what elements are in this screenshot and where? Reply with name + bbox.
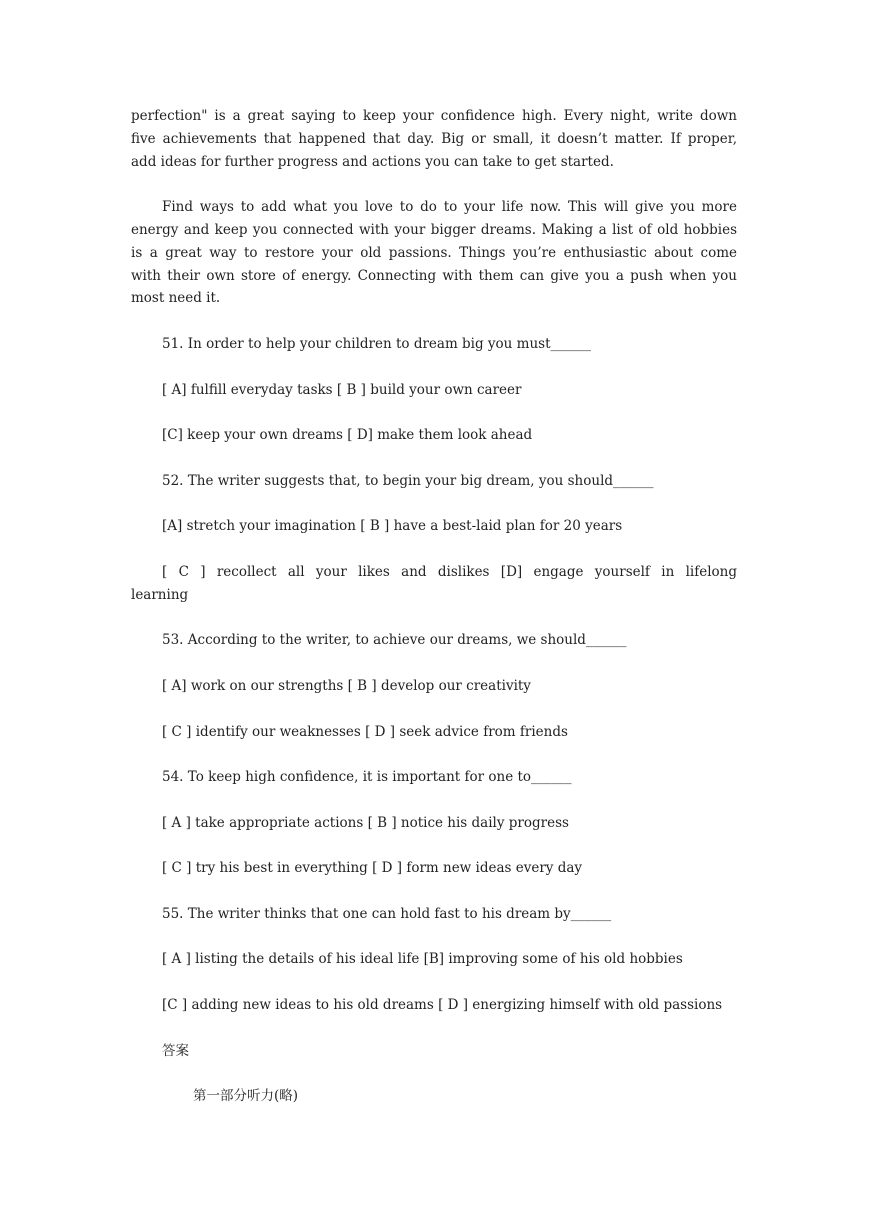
paragraph-line: Find ways to add what you love to do to your life now. This will give you more bbox=[162, 199, 737, 216]
document-page bbox=[131, 105, 737, 1108]
paragraph-line: five achievements that happened that day. Big or small, it doesn’t matter. If proper, bbox=[131, 130, 737, 147]
paragraph-line: is a great way to restore your old passions. Things you’re enthusiastic about come bbox=[131, 244, 737, 261]
paragraph-line: add ideas for further progress and actions you can take to get started. bbox=[131, 153, 614, 170]
question-51-options-cd: [C] keep your own dreams [ D] make them look ahead bbox=[162, 427, 533, 444]
option-line: [C ] adding new ideas to his old dreams [ D ] energizing himself with old passions bbox=[162, 997, 723, 1014]
answers-heading: 答案 bbox=[162, 1042, 189, 1059]
paragraph-confidence bbox=[131, 105, 737, 173]
question-55-options-cd bbox=[131, 994, 737, 1017]
question-52-options-ab: [A] stretch your imagination [ B ] have a best-laid plan for 20 years bbox=[162, 518, 623, 535]
question-51-options-ab: [ A] fulfill everyday tasks [ B ] build your own career bbox=[162, 381, 522, 398]
option-line: [ C ] recollect all your likes and dislikes [D] engage yourself in lifelong bbox=[162, 563, 737, 580]
paragraph-line: perfection" is a great saying to keep your confidence high. Every night, write down bbox=[131, 108, 737, 124]
question-55-options-ab bbox=[131, 948, 737, 971]
question-52-stem: 52. The writer suggests that, to begin your big dream, you should______ bbox=[162, 472, 654, 489]
question-51-stem: 51. In order to help your children to dream big you must______ bbox=[162, 335, 592, 352]
paragraph-line: most need it. bbox=[131, 290, 221, 307]
question-54-stem: 54. To keep high confidence, it is important for one to______ bbox=[162, 769, 572, 786]
question-54-options-ab: [ A ] take appropriate actions [ B ] notice his daily progress bbox=[162, 814, 569, 831]
question-55-stem: 55. The writer thinks that one can hold fast to his dream by______ bbox=[162, 905, 612, 922]
question-54-options-cd: [ C ] try his best in everything [ D ] form new ideas every day bbox=[162, 860, 583, 877]
option-line: [ A ] listing the details of his ideal life [B] improving some of his old hobbies bbox=[162, 951, 683, 968]
paragraph-passions bbox=[131, 196, 737, 310]
question-52-options-cd bbox=[131, 561, 737, 607]
option-line: learning bbox=[131, 586, 189, 603]
question-53-stem: 53. According to the writer, to achieve our dreams, we should______ bbox=[162, 632, 627, 649]
question-53-options-cd: [ C ] identify our weaknesses [ D ] seek advice from friends bbox=[162, 723, 568, 740]
question-53-options-ab: [ A] work on our strengths [ B ] develop our creativity bbox=[162, 677, 531, 694]
paragraph-line: energy and keep you connected with your bigger dreams. Making a list of old hobbies bbox=[131, 221, 737, 238]
paragraph-line: with their own store of energy. Connecting with them can give you a push when you bbox=[131, 267, 737, 284]
answers-part1: 第一部分听力(略) bbox=[193, 1088, 299, 1105]
